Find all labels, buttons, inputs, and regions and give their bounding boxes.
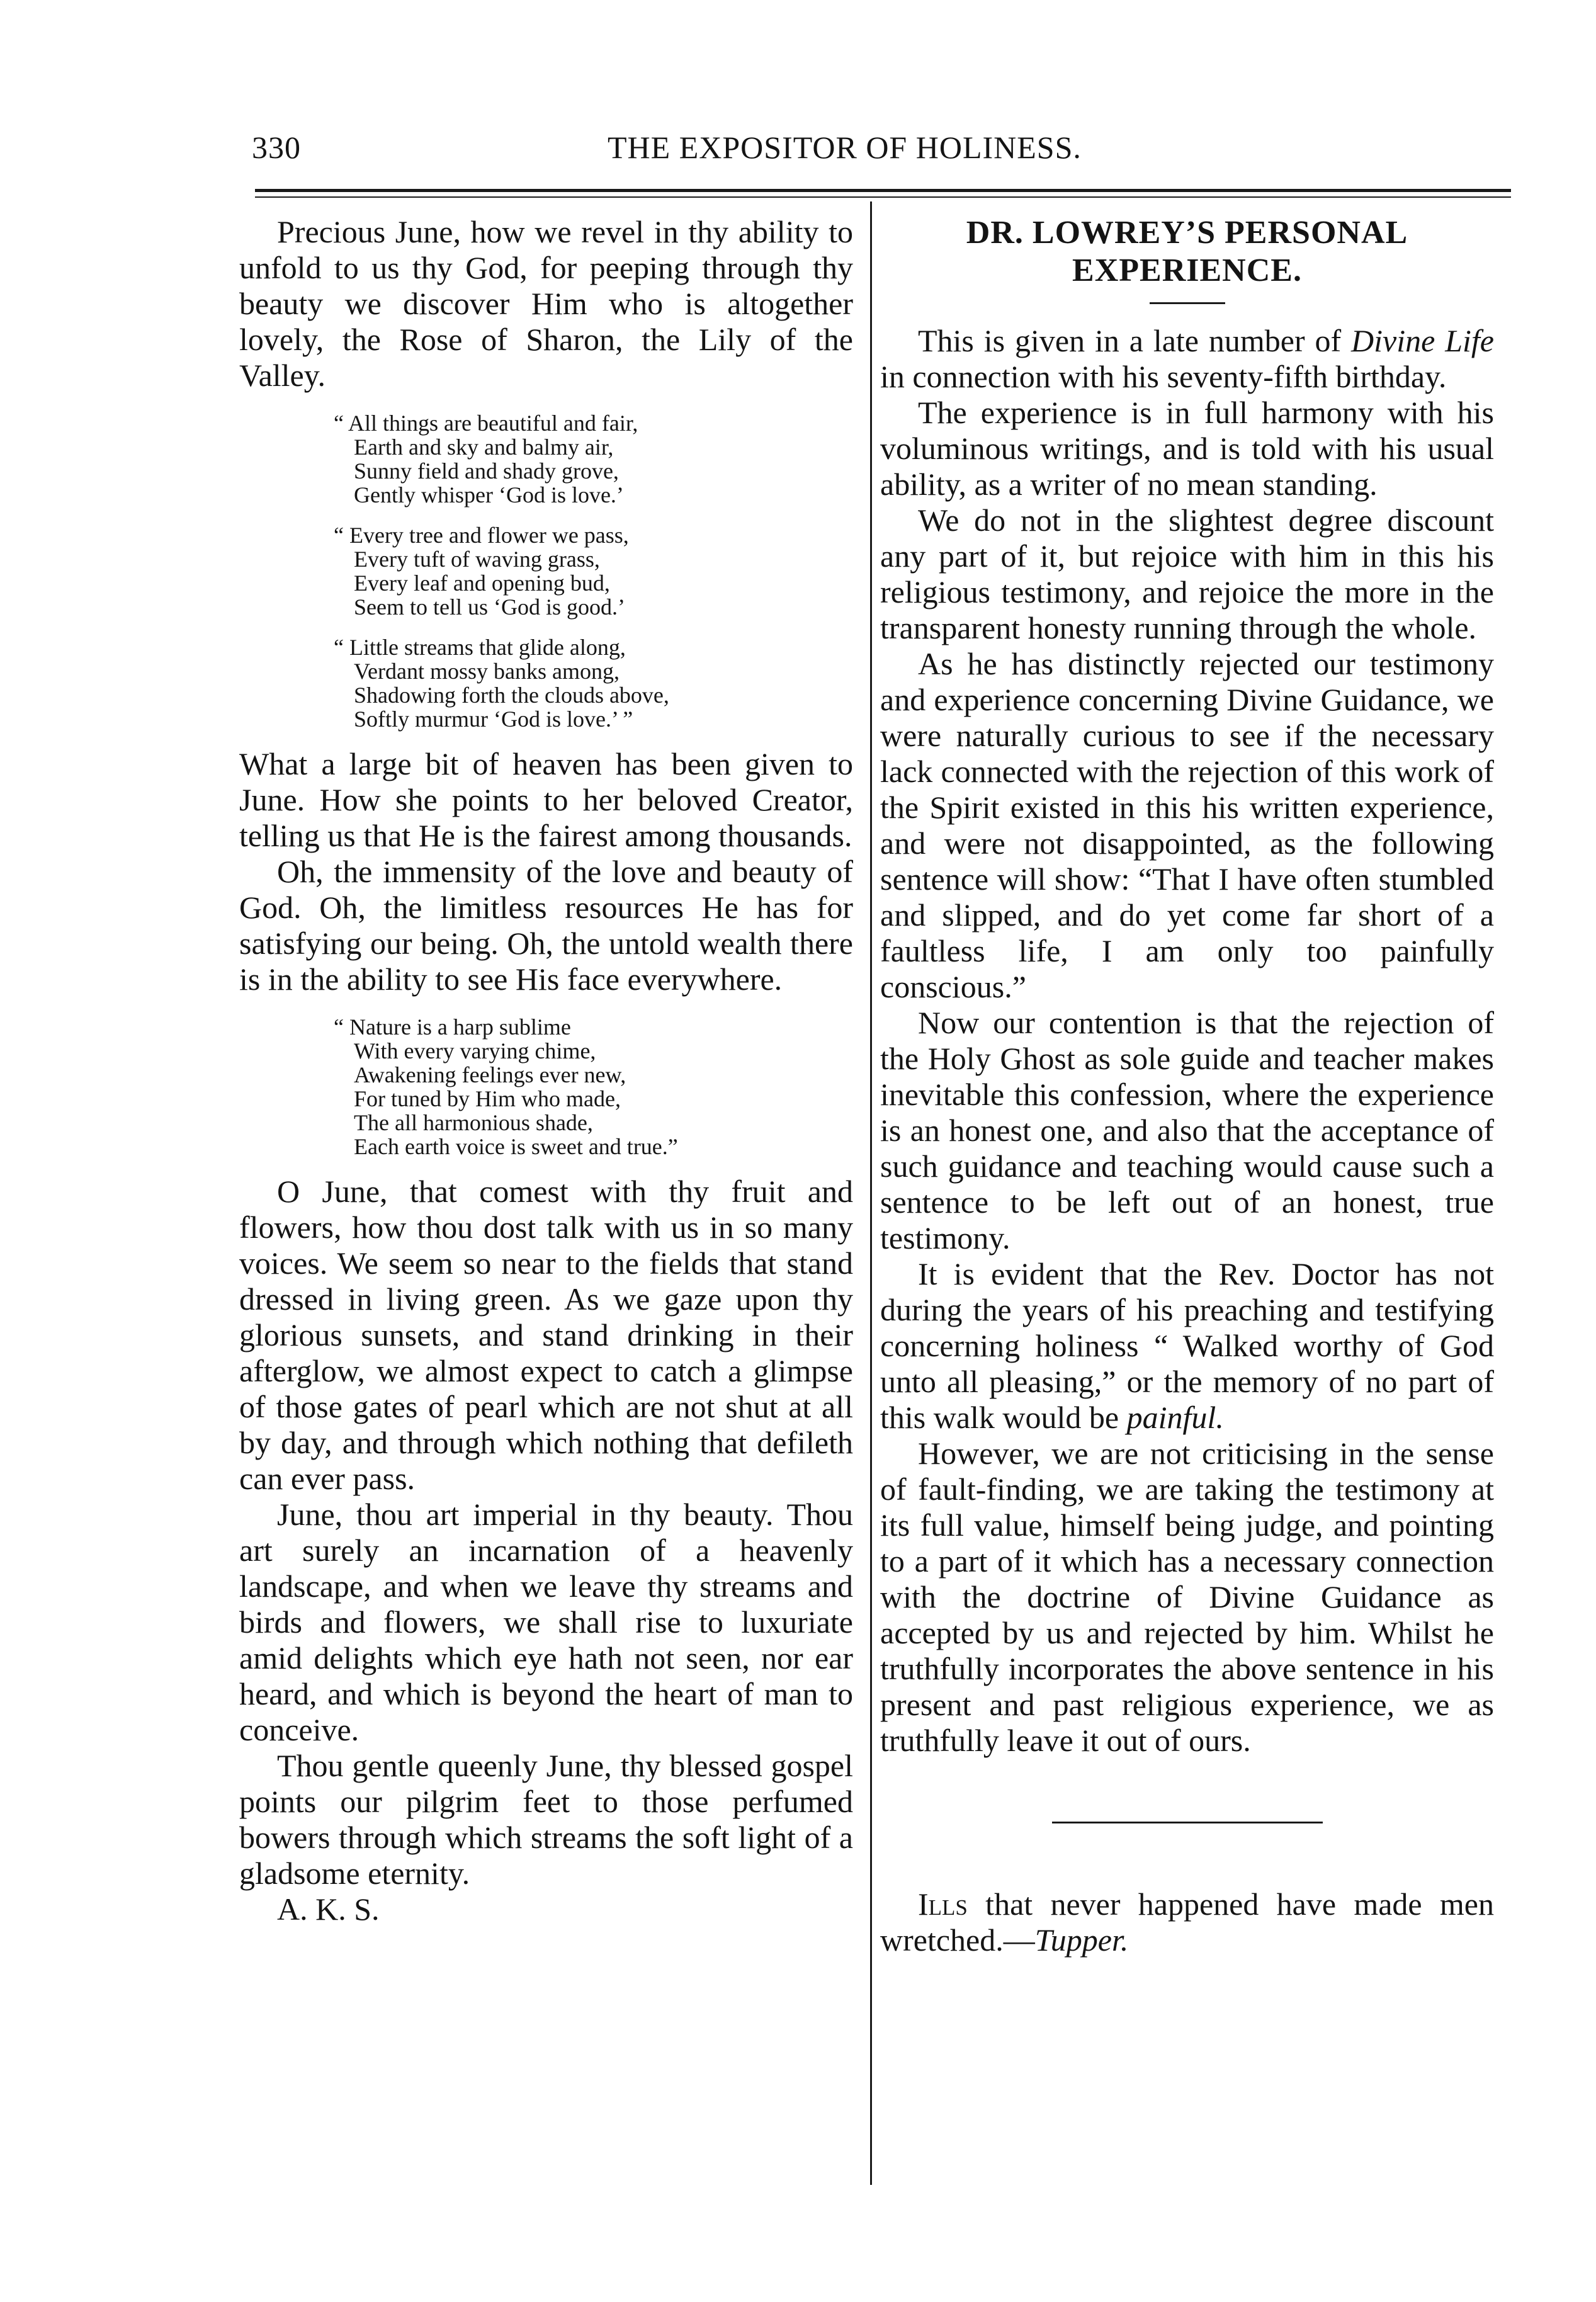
poem-line: Gently whisper ‘God is love.’ [354, 482, 624, 507]
author-signature: A. K. S. [277, 1891, 380, 1927]
quote-author: Tupper. [1034, 1922, 1129, 1958]
header-rule-thin [255, 196, 1511, 198]
poem-line: Verdant mossy banks among, [354, 659, 620, 684]
italic-title: Divine Life [1351, 323, 1494, 358]
heading-rule [1150, 302, 1225, 304]
june-paragraph-3: Oh, the immensity of the love and beauty of God. Oh, the limitless resources He has for satisfying our being. Oh, the untold wealth there is in the ability to see His face everywhere. [239, 854, 853, 997]
right-column [880, 214, 1494, 1958]
page-header [252, 129, 1511, 179]
column-divider [870, 201, 872, 2185]
poem-stanza [334, 635, 853, 731]
june-paragraph-1: Precious June, how we revel in thy ability to unfold to us thy God, for peeping through thy beauty we discover Him who is altogether lovely, the Rose of Sharon, the Lily of the Valley. [239, 214, 853, 393]
lowrey-paragraph-5: Now our contention is that the rejection of the Holy Ghost as sole guide and teacher makes inevitable this confession, where the experience is an honest one, and also that the acceptance of such guidance and teaching would cause such a sentence to be left out of an honest, true testimony. [880, 1005, 1494, 1256]
poem-line: Every leaf and opening bud, [354, 570, 610, 596]
lowrey-paragraph-3: We do not in the slightest degree discount any part of it, but rejoice with him in this his religious testimony, and rejoice the more in the transparent honesty running through the whole. [880, 502, 1494, 645]
poem-line: Awakening feelings ever new, [354, 1062, 626, 1087]
june-paragraph-5: June, thou art imperial in thy beauty. Thou art surely an incarnation of a heavenly landscape, and when we leave thy streams and birds and flowers, we shall rise to luxuriate amid delights which eye hath not seen, nor ear heard, and which is beyond the heart of man to conceive. [239, 1497, 853, 1747]
poem-line: With every varying chime, [354, 1038, 596, 1063]
poem-line: Each earth voice is sweet and true.” [354, 1134, 678, 1159]
quote-lead: Ills [918, 1886, 968, 1922]
poem-line: Every tuft of waving grass, [354, 547, 600, 572]
poem-line: Softly murmur ‘God is love.’ ” [354, 706, 633, 732]
lowrey-paragraph-1 [880, 323, 1494, 395]
lowrey-paragraph-7: However, we are not criticising in the sense of fault-finding, we are taking the testimony at its full value, himself being judge, and pointing to a part of it which has a necessary connection with the doctrine of Divine Guidance as accepted by us and rejected by him. Whilst he truthfully incorporates the above sentence in his present and past religious experience, we as truthfully leave it out of ours. [880, 1436, 1494, 1758]
june-paragraph-4: O June, that comest with thy fruit and flowers, how thou dost talk with us in so many voices. We seem so near to the fields that stand dressed in living green. As we gaze upon thy glorious sunsets, and stand drinking in their afterglow, we almost expect to catch a glimpse of those gates of pearl which are not shut at all by day, and through which nothing that defileth can ever pass. [239, 1174, 853, 1496]
poem-stanza [334, 411, 853, 507]
poem-line: Sunny field and shady grove, [354, 458, 619, 484]
poem-stanza [334, 523, 853, 619]
page-number: 330 [252, 130, 301, 165]
poem-stanza [334, 1015, 853, 1159]
italic-word: painful. [1126, 1400, 1224, 1435]
text-run: in connection with his seventy-fifth birthday. [880, 359, 1447, 394]
poem-line: The all harmonious shade, [354, 1110, 593, 1135]
june-paragraph-2: What a large bit of heaven has been given to June. How she points to her beloved Creator, telling us that He is the fairest among thousands. [239, 746, 853, 853]
lowrey-paragraph-6 [880, 1256, 1494, 1436]
text-run: It is evident that the Rev. Doctor has not during the years of his preaching and testifying concerning holiness “ Walked worthy of God unto all pleasing,” or the memory of no part of this walk would be [880, 1256, 1494, 1435]
left-column [239, 214, 853, 1927]
quote-text: that never happened have made men wretched.— [880, 1886, 1494, 1958]
poem-line: Seem to tell us ‘God is good.’ [354, 594, 625, 620]
poem-line: Shadowing forth the clouds above, [354, 683, 669, 708]
poem-line: “ All things are beautiful and fair, [334, 411, 638, 436]
poem-line: For tuned by Him who made, [354, 1086, 621, 1111]
poem-nature-harp [239, 1015, 853, 1159]
poem-line: “ Little streams that glide along, [334, 635, 626, 660]
running-title: THE EXPOSITOR OF HOLINESS. [608, 130, 1082, 165]
poem-line: “ Every tree and flower we pass, [334, 523, 629, 548]
article-heading: DR. LOWREY’S PERSONAL EXPERIENCE. [966, 215, 1408, 288]
lowrey-paragraph-2: The experience is in full harmony with his voluminous writings, and is told with his usual ability, as a writer of no mean standing. [880, 395, 1494, 502]
poem-all-things-beautiful [239, 411, 853, 731]
tupper-quote [880, 1886, 1494, 1958]
june-paragraph-6: Thou gentle queenly June, thy blessed gospel points our pilgrim feet to those perfumed bowers through which streams the soft light of a gladsome eternity. [239, 1748, 853, 1891]
poem-line: Earth and sky and balmy air, [354, 434, 614, 460]
section-rule [1052, 1822, 1323, 1823]
header-rule-thick [255, 189, 1511, 192]
poem-line: “ Nature is a harp sublime [334, 1014, 571, 1040]
lowrey-paragraph-4: As he has distinctly rejected our testimony and experience concerning Divine Guidance, we were naturally curious to see if the necessary lack connected with the rejection of this work of the Spirit existed in this his written experience, and were not disappointed, as the following sentence will show: “That I have often stumbled and slipped, and do yet come far short of a faultless life, I am only too painfully conscious.” [880, 646, 1494, 1004]
text-run: This is given in a late number of [918, 323, 1352, 358]
